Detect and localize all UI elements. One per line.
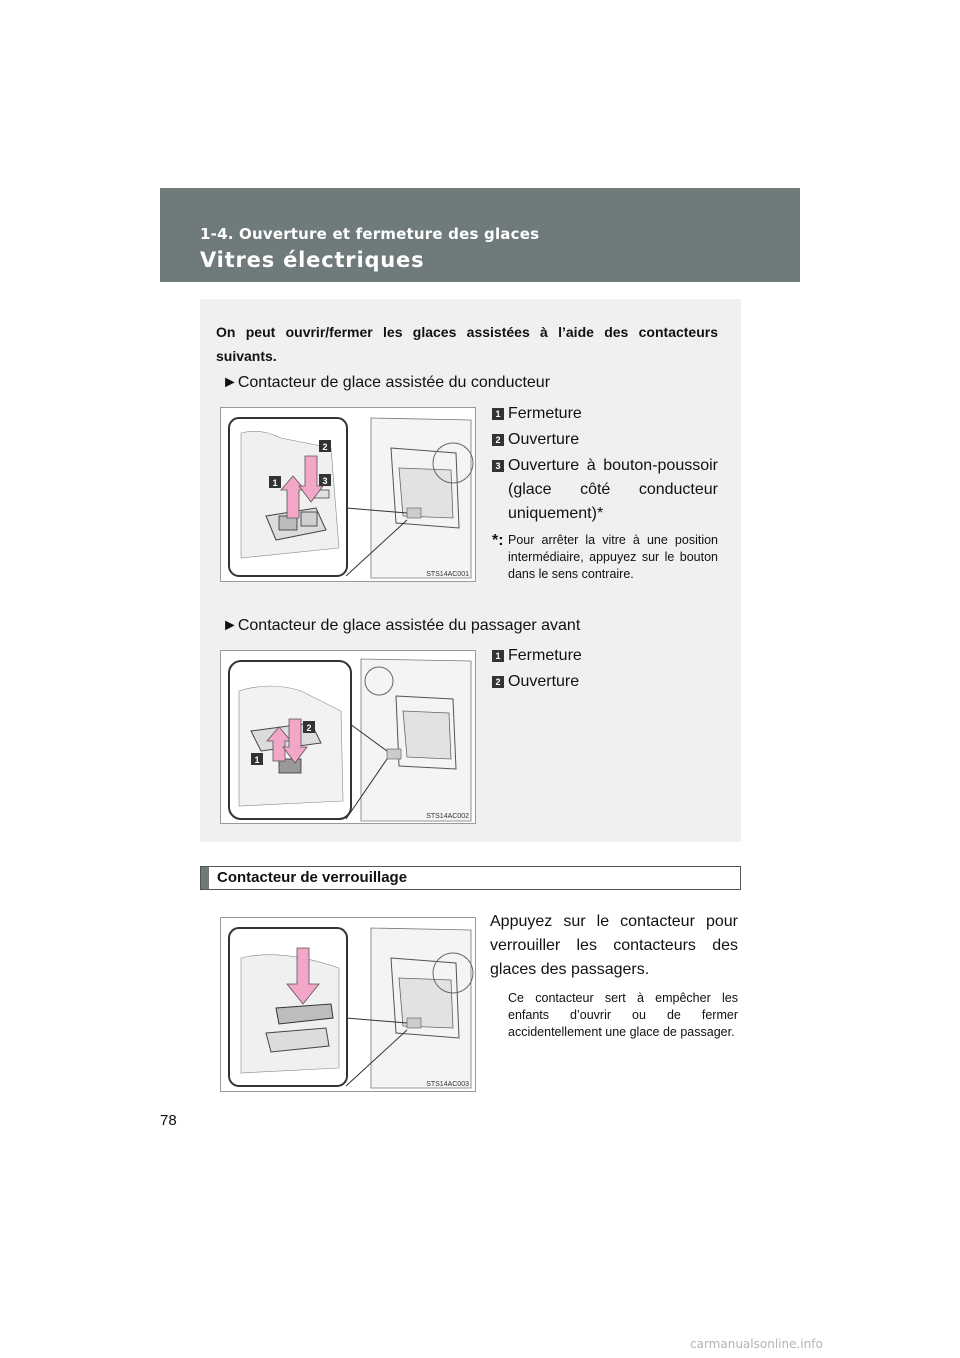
- watermark: carmanualsonline.info: [690, 1337, 823, 1351]
- figure-code: STS14AC002: [426, 813, 469, 820]
- lock-switch-subheading: [200, 866, 741, 890]
- section-label: 1-4. Ouverture et fermeture des glaces: [200, 225, 540, 243]
- driver-heading: ►Contacteur de glace assistée du conducteur: [222, 374, 551, 391]
- figure-code: STS14AC003: [426, 1081, 469, 1088]
- callout-3: 3: [322, 476, 328, 486]
- item-number: 2: [492, 434, 504, 446]
- page-title: Vitres électriques: [200, 248, 425, 272]
- passenger-item-close: Fermeture: [508, 647, 582, 664]
- footnote-text: Pour arrêter la vitre à une position intermédiaire, appuyez sur le bouton dans le sens contraire.: [508, 533, 718, 581]
- item-number: 3: [492, 460, 504, 472]
- lock-switch-illustration: [220, 917, 476, 1092]
- passenger-heading: ►Contacteur de glace assistée du passager avant: [222, 617, 581, 634]
- driver-item-open: Ouverture: [508, 431, 580, 448]
- subheading-text: Contacteur de verrouillage: [217, 869, 408, 886]
- footnote-marker: *:: [492, 532, 504, 549]
- driver-item-one-touch: Ouverture à bouton-poussoir (glace côté conducteur uniquement)*: [508, 457, 718, 522]
- item-number: 1: [492, 650, 504, 662]
- passenger-switch-illustration: [220, 650, 476, 824]
- callout-2: 2: [322, 442, 328, 452]
- passenger-item-open: Ouverture: [508, 673, 580, 690]
- page-number: 78: [160, 1112, 177, 1129]
- intro-text: On peut ouvrir/fermer les glaces assistées à l’aide des contacteurs suivants.: [216, 324, 718, 364]
- driver-switch-drawing: [221, 408, 475, 581]
- figure-code: STS14AC001: [426, 571, 469, 578]
- driver-item-close: Fermeture: [508, 405, 582, 422]
- chapter-header: [160, 188, 800, 282]
- lock-switch-drawing: [221, 918, 475, 1091]
- item-number: 1: [492, 408, 504, 420]
- callout-1: 1: [272, 478, 278, 488]
- lock-switch-note: Ce contacteur sert à empêcher les enfants d’ouvrir ou de fermer accidentellement une glace de passager.: [508, 991, 738, 1039]
- callout-2: 2: [306, 723, 312, 733]
- subheading-bar: [201, 867, 209, 889]
- passenger-switch-drawing: [221, 651, 475, 823]
- driver-footnote: [492, 532, 718, 581]
- lock-switch-text: Appuyez sur le contacteur pour verrouiller les contacteurs des glaces des passagers.: [490, 913, 738, 978]
- driver-switch-illustration: [220, 407, 476, 582]
- item-number: 2: [492, 676, 504, 688]
- callout-1: 1: [254, 755, 260, 765]
